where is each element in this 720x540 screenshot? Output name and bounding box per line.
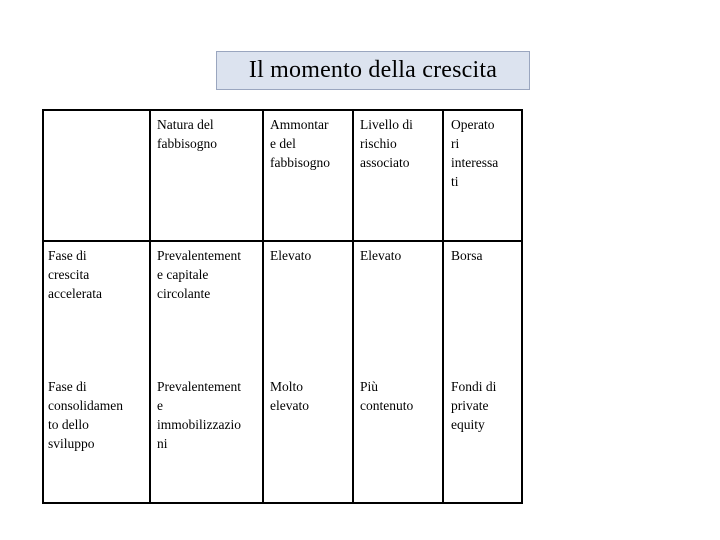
header-nature: Natura del fabbisogno (157, 117, 217, 151)
row-operators: Fondi di private equity (451, 379, 497, 432)
row-amount: Molto elevato (270, 379, 309, 413)
row-phase: Fase di crescita accelerata (48, 248, 102, 301)
row-divider (42, 240, 523, 242)
row-risk: Più contenuto (360, 379, 414, 413)
header-amount: Ammontar e del fabbisogno (270, 117, 330, 170)
row-phase: Fase di consolidamen to dello sviluppo (48, 379, 123, 451)
row-nature: Prevalentement e capitale circolante (157, 248, 241, 301)
row-risk: Elevato (360, 248, 402, 263)
column-divider (352, 109, 354, 504)
header-operators: Operato ri interessa ti (451, 117, 499, 189)
column-divider (262, 109, 264, 504)
slide-title: Il momento della crescita (216, 51, 530, 90)
row-operators: Borsa (451, 248, 483, 263)
column-divider (149, 109, 151, 504)
column-divider (442, 109, 444, 504)
header-risk: Livello di rischio associato (360, 117, 413, 170)
row-nature: Prevalentement e immobilizzazio ni (157, 379, 241, 451)
row-amount: Elevato (270, 248, 312, 263)
